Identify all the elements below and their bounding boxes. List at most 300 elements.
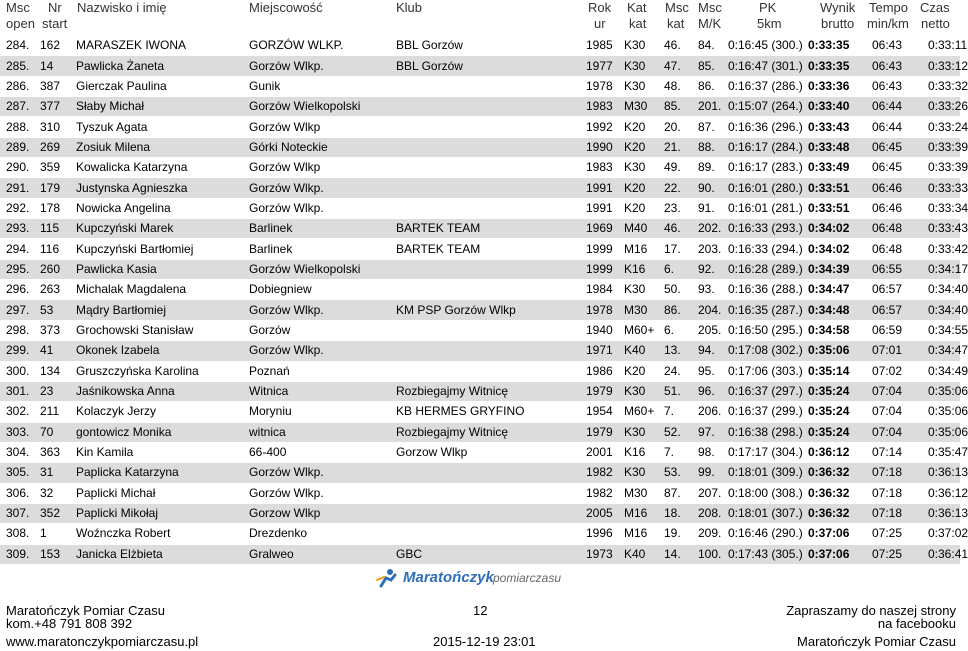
city-cell: Gorzów Wlkp — [249, 160, 321, 175]
header-msc-mk: Msc — [698, 0, 722, 15]
year-cell: 1982 — [586, 485, 613, 500]
table-row — [0, 239, 960, 259]
netto-cell: 0:34:40 — [928, 300, 960, 320]
header-tempo: Tempo — [869, 0, 909, 15]
header-open: open — [6, 16, 35, 31]
cat-cell: M30 — [624, 485, 648, 500]
result-cell: 0:34:02 — [808, 219, 872, 239]
msc-cat-cell: 19. — [664, 526, 681, 541]
table-row — [0, 381, 960, 401]
year-cell: 2001 — [586, 445, 613, 460]
msc-cell: 293. — [0, 219, 40, 239]
cat-cell: M30 — [624, 300, 664, 320]
city-cell: Gorzów Wlkp. — [249, 56, 396, 76]
result-cell: 0:34:02 — [808, 241, 850, 256]
city-cell: 66-400 — [249, 445, 287, 460]
city-cell: Barlinek — [249, 219, 396, 239]
nr-cell: 23 — [40, 381, 76, 401]
pk-cell: 0:16:47 (301.) — [728, 56, 808, 76]
club-cell — [396, 483, 586, 503]
result-cell: 0:33:35 — [808, 56, 872, 76]
netto-cell: 0:33:26 — [928, 97, 960, 117]
netto-cell: 0:34:17 — [928, 259, 960, 279]
msc-cat-cell: 47. — [664, 56, 698, 76]
cat-cell: K30 — [624, 463, 664, 483]
netto-cell: 0:36:13 — [928, 503, 960, 523]
pk-cell: 0:16:38 (298.) — [728, 422, 808, 442]
header-kat3: kat — [667, 16, 685, 31]
netto-cell: 0:35:06 — [928, 422, 960, 442]
msc-cat-cell: 7. — [664, 445, 675, 460]
cat-cell: K20 — [624, 119, 646, 134]
cat-cell: K16 — [624, 259, 664, 279]
nr-cell: 359 — [40, 160, 61, 175]
pk-cell: 0:16:45 (300.) — [728, 38, 803, 53]
year-cell: 1940 — [586, 322, 613, 337]
msc-mk-cell: 204. — [698, 300, 728, 320]
msc-mk-cell: 203. — [698, 241, 722, 256]
header-rok: Rok — [588, 0, 612, 15]
city-cell: Gorzów Wlkp. — [249, 341, 396, 361]
year-cell: 1999 — [586, 259, 624, 279]
year-cell: 1979 — [586, 422, 624, 442]
pk-cell: 0:17:06 (303.) — [728, 363, 803, 378]
city-cell: Gunik — [249, 78, 281, 93]
name-cell: Paplicki Michał — [76, 485, 156, 500]
pk-cell: 0:16:35 (287.) — [728, 300, 808, 320]
netto-cell: 0:33:11 — [928, 38, 968, 53]
header-czas: Czas — [920, 0, 950, 15]
year-cell: 1977 — [586, 56, 624, 76]
nr-cell: 70 — [40, 422, 76, 442]
result-cell: 0:33:36 — [808, 78, 850, 93]
tempo-cell: 07:04 — [872, 422, 928, 442]
cat-cell: K30 — [624, 78, 646, 93]
msc-cat-cell: 53. — [664, 463, 698, 483]
table-row — [0, 544, 960, 564]
name-cell: Justynska Agnieszka — [76, 178, 249, 198]
year-cell: 1978 — [586, 78, 613, 93]
result-cell: 0:35:24 — [808, 404, 850, 419]
name-cell: Nowicka Angelina — [76, 200, 171, 215]
header-kat: Kat — [627, 0, 647, 15]
msc-cat-cell: 17. — [664, 241, 681, 256]
header-msc: Msc — [6, 0, 30, 15]
footer-website[interactable]: www.maratonczykpomiarczasu.pl — [6, 634, 199, 649]
city-cell: Witnica — [249, 381, 396, 401]
cat-cell: K30 — [624, 160, 646, 175]
cat-cell: K16 — [624, 445, 646, 460]
year-cell: 1971 — [586, 341, 624, 361]
table-row — [0, 524, 960, 544]
city-cell: Barlinek — [249, 241, 293, 256]
header-city: Miejscowość — [249, 0, 323, 15]
year-cell: 1990 — [586, 137, 624, 157]
name-cell: Kowalicka Katarzyna — [76, 160, 188, 175]
result-cell: 0:33:49 — [808, 160, 850, 175]
nr-cell: 211 — [40, 404, 60, 419]
year-cell: 1986 — [586, 363, 613, 378]
city-cell: Gorzów Wlkp. — [249, 200, 324, 215]
table-row — [0, 158, 960, 178]
club-cell — [396, 76, 586, 96]
name-cell: Gierczak Paulina — [76, 78, 167, 93]
table-row — [0, 219, 960, 239]
pk-cell: 0:16:37 (299.) — [728, 404, 803, 419]
year-cell: 1978 — [586, 300, 624, 320]
tempo-cell: 07:18 — [872, 463, 928, 483]
table-row — [0, 117, 960, 137]
nr-cell: 373 — [40, 322, 61, 337]
msc-cell: 288. — [6, 119, 30, 134]
table-row — [0, 463, 960, 483]
netto-cell: 0:35:47 — [928, 445, 968, 460]
result-cell: 0:35:06 — [808, 341, 872, 361]
msc-cat-cell: 20. — [664, 119, 681, 134]
msc-cell: 290. — [6, 160, 30, 175]
city-cell: Gorzów Wlkp. — [249, 300, 396, 320]
nr-cell: 31 — [40, 463, 76, 483]
club-cell — [396, 463, 586, 483]
header-start: start — [42, 16, 68, 31]
msc-cat-cell: 87. — [664, 485, 681, 500]
header-netto: netto — [921, 16, 950, 31]
club-cell: Rozbiegajmy Witnicę — [396, 422, 586, 442]
netto-cell: 0:33:39 — [928, 160, 968, 175]
logo-sub-text: pomiarczasu — [493, 571, 562, 585]
netto-cell: 0:33:24 — [928, 119, 968, 134]
pk-cell: 0:16:37 (286.) — [728, 78, 803, 93]
cat-cell: K40 — [624, 544, 664, 564]
name-cell: Grochowski Stanisław — [76, 322, 194, 337]
header-kat2: kat — [629, 16, 647, 31]
table-row — [0, 56, 960, 76]
footer-company: Maratończyk Pomiar Czasu — [6, 603, 165, 618]
tempo-cell: 06:48 — [872, 241, 903, 256]
club-cell: BARTEK TEAM — [396, 241, 481, 256]
city-cell: Moryniu — [249, 404, 292, 419]
header-msc-kat: Msc — [665, 0, 689, 15]
table-row — [0, 422, 960, 442]
msc-mk-cell: 96. — [698, 381, 728, 401]
cat-cell: K30 — [624, 422, 664, 442]
cat-cell: M40 — [624, 219, 664, 239]
maratonczyk-logo — [375, 566, 575, 590]
cat-cell: K20 — [624, 178, 664, 198]
name-cell: Michalak Magdalena — [76, 282, 187, 297]
nr-cell: 14 — [40, 56, 76, 76]
netto-cell: 0:34:55 — [928, 322, 968, 337]
result-cell: 0:35:14 — [808, 363, 850, 378]
name-cell: Gruszczyńska Karolina — [76, 363, 199, 378]
msc-cat-cell: 46. — [664, 219, 698, 239]
tempo-cell: 06:46 — [872, 178, 928, 198]
table-row — [0, 320, 960, 340]
msc-mk-cell: 92. — [698, 259, 728, 279]
table-row — [0, 280, 960, 300]
city-cell: Gorzów — [249, 322, 291, 337]
msc-cell: 301. — [0, 381, 40, 401]
netto-cell: 0:33:39 — [928, 137, 960, 157]
result-cell: 0:36:32 — [808, 463, 872, 483]
msc-mk-cell: 206. — [698, 404, 722, 419]
club-cell — [396, 198, 586, 218]
table-row — [0, 503, 960, 523]
tempo-cell: 07:04 — [872, 404, 903, 419]
msc-mk-cell: 209. — [698, 526, 722, 541]
name-cell: gontowicz Monika — [76, 422, 249, 442]
nr-cell: 41 — [40, 341, 76, 361]
footer-facebook[interactable]: na facebooku — [877, 616, 956, 631]
result-cell: 0:33:43 — [808, 119, 850, 134]
table-row — [0, 259, 960, 279]
netto-cell: 0:36:13 — [928, 463, 960, 483]
club-cell — [396, 137, 586, 157]
name-cell: Słaby Michał — [76, 97, 249, 117]
pk-cell: 0:16:01 (281.) — [728, 200, 803, 215]
msc-mk-cell: 84. — [698, 38, 715, 53]
city-cell: Drezdenko — [249, 526, 308, 541]
club-cell: BARTEK TEAM — [396, 219, 586, 239]
name-cell: Pawlicka Żaneta — [76, 56, 249, 76]
name-cell: Paplicka Katarzyna — [76, 463, 249, 483]
tempo-cell: 06:44 — [872, 97, 928, 117]
tempo-cell: 06:57 — [872, 282, 903, 297]
msc-mk-cell: 86. — [698, 78, 715, 93]
result-cell: 0:34:39 — [808, 259, 872, 279]
msc-cat-cell: 6. — [664, 259, 698, 279]
club-cell: Rozbiegajmy Witnicę — [396, 381, 586, 401]
netto-cell: 0:37:02 — [928, 526, 968, 541]
msc-cell: 296. — [6, 282, 30, 297]
cat-cell: M60+ — [624, 322, 655, 337]
tempo-cell: 06:59 — [872, 322, 903, 337]
footer-phone: kom.+48 791 808 392 — [6, 616, 133, 631]
city-cell: Gorzów Wielkopolski — [249, 97, 396, 117]
pk-cell: 0:17:17 (304.) — [728, 445, 803, 460]
msc-cell: 289. — [0, 137, 40, 157]
table-row — [0, 442, 960, 462]
header-minkm: min/km — [867, 16, 909, 31]
tempo-cell: 07:02 — [872, 363, 903, 378]
nr-cell: 178 — [40, 200, 61, 215]
name-cell: Paplicki Mikołaj — [76, 503, 249, 523]
table-row — [0, 341, 960, 361]
club-cell — [396, 259, 586, 279]
netto-cell: 0:34:47 — [928, 341, 960, 361]
msc-cat-cell: 49. — [664, 160, 681, 175]
year-cell: 1999 — [586, 241, 613, 256]
club-cell: GBC — [396, 544, 586, 564]
name-cell: Mądry Bartłomiej — [76, 300, 249, 320]
header-pk: PK — [759, 0, 777, 15]
msc-cell: 305. — [0, 463, 40, 483]
pk-cell: 0:18:01 (309.) — [728, 463, 808, 483]
tempo-cell: 06:45 — [872, 160, 903, 175]
tempo-cell: 07:14 — [872, 445, 903, 460]
city-cell: Górki Noteckie — [249, 137, 396, 157]
cat-cell: K20 — [624, 137, 664, 157]
header-5km: 5km — [757, 16, 782, 31]
cat-cell: K40 — [624, 341, 664, 361]
result-cell: 0:33:51 — [808, 200, 850, 215]
table-row — [0, 483, 960, 503]
club-cell — [396, 524, 586, 544]
club-cell: KB HERMES GRYFINO — [396, 404, 525, 419]
msc-mk-cell: 208. — [698, 503, 728, 523]
result-cell: 0:36:12 — [808, 445, 850, 460]
msc-cat-cell: 24. — [664, 363, 681, 378]
name-cell: MARASZEK IWONA — [76, 38, 187, 53]
pk-cell: 0:16:37 (297.) — [728, 381, 808, 401]
result-cell: 0:34:47 — [808, 282, 850, 297]
tempo-cell: 07:18 — [872, 485, 903, 500]
netto-cell: 0:33:32 — [928, 78, 968, 93]
pk-cell: 0:16:17 (284.) — [728, 137, 808, 157]
pk-cell: 0:17:43 (305.) — [728, 544, 808, 564]
footer-page-number: 12 — [473, 603, 488, 618]
msc-cell: 285. — [0, 56, 40, 76]
nr-cell: 134 — [40, 363, 61, 378]
club-cell: BBL Gorzów — [396, 56, 586, 76]
cat-cell: K30 — [624, 56, 664, 76]
msc-cell: 302. — [6, 404, 30, 419]
msc-mk-cell: 205. — [698, 322, 722, 337]
msc-cat-cell: 14. — [664, 544, 698, 564]
table-row — [0, 361, 960, 381]
nr-cell: 1 — [40, 526, 47, 541]
msc-mk-cell: 100. — [698, 544, 728, 564]
name-cell: Zosiuk Milena — [76, 137, 249, 157]
msc-mk-cell: 85. — [698, 56, 728, 76]
nr-cell: 377 — [40, 97, 76, 117]
pk-cell: 0:16:36 (288.) — [728, 282, 803, 297]
msc-mk-cell: 90. — [698, 178, 728, 198]
year-cell: 1969 — [586, 219, 624, 239]
nr-cell: 363 — [40, 445, 61, 460]
year-cell: 1982 — [586, 463, 624, 483]
msc-cell: 292. — [6, 200, 30, 215]
name-cell: Kin Kamila — [76, 445, 134, 460]
city-cell: Gorzów Wlkp. — [249, 463, 396, 483]
msc-cat-cell: 51. — [664, 381, 698, 401]
msc-cat-cell: 21. — [664, 137, 698, 157]
table-row — [0, 198, 960, 218]
msc-mk-cell: 91. — [698, 200, 715, 215]
name-cell: Kupczyński Bartłomiej — [76, 241, 194, 256]
msc-cat-cell: 13. — [664, 341, 698, 361]
club-cell — [396, 361, 586, 381]
tempo-cell: 06:43 — [872, 38, 903, 53]
footer-brand: Maratończyk Pomiar Czasu — [797, 634, 956, 649]
nr-cell: 153 — [40, 544, 76, 564]
tempo-cell: 07:25 — [872, 544, 928, 564]
city-cell: Gorzów Wlkp. — [249, 485, 324, 500]
header-nr: Nr — [48, 0, 62, 15]
msc-cell: 286. — [6, 78, 30, 93]
msc-cell: 303. — [0, 422, 40, 442]
result-cell: 0:36:32 — [808, 503, 872, 523]
table-row — [0, 76, 960, 96]
tempo-cell: 06:43 — [872, 56, 928, 76]
city-cell: Dobiegniew — [249, 282, 312, 297]
cat-cell: K30 — [624, 38, 646, 53]
tempo-cell: 06:43 — [872, 78, 903, 93]
msc-cell: 299. — [0, 341, 40, 361]
tempo-cell: 07:18 — [872, 503, 928, 523]
name-cell: Jaśnikowska Anna — [76, 381, 249, 401]
cat-cell: K20 — [624, 200, 646, 215]
results-header — [0, 0, 960, 34]
club-cell — [396, 117, 586, 137]
msc-mk-cell: 99. — [698, 463, 728, 483]
year-cell: 2005 — [586, 503, 624, 523]
result-cell: 0:37:06 — [808, 544, 872, 564]
header-name: Nazwisko i imię — [77, 0, 167, 15]
year-cell: 1973 — [586, 544, 624, 564]
city-cell: Gorzów Wlkp. — [249, 178, 396, 198]
nr-cell: 387 — [40, 78, 61, 93]
msc-cat-cell: 18. — [664, 503, 698, 523]
result-cell: 0:34:58 — [808, 322, 850, 337]
footer-invite: Zapraszamy do naszej strony — [786, 603, 956, 618]
club-cell — [396, 178, 586, 198]
city-cell: Gorzów Wlkp — [249, 119, 321, 134]
msc-cell: 291. — [0, 178, 40, 198]
pk-cell: 0:16:17 (283.) — [728, 160, 803, 175]
msc-mk-cell: 93. — [698, 282, 715, 297]
netto-cell: 0:36:12 — [928, 485, 968, 500]
nr-cell: 310 — [40, 119, 61, 134]
tempo-cell: 06:46 — [872, 200, 903, 215]
msc-cat-cell: 23. — [664, 200, 681, 215]
footer-datetime: 2015-12-19 23:01 — [433, 634, 536, 649]
pk-cell: 0:16:28 (289.) — [728, 259, 808, 279]
table-row — [0, 402, 960, 422]
result-cell: 0:35:24 — [808, 422, 872, 442]
msc-cat-cell: 48. — [664, 78, 681, 93]
city-cell: Poznań — [249, 363, 290, 378]
result-cell: 0:35:24 — [808, 381, 872, 401]
netto-cell: 0:34:40 — [928, 282, 968, 297]
table-row — [0, 178, 960, 198]
msc-cat-cell: 7. — [664, 404, 675, 419]
pk-cell: 0:17:08 (302.) — [728, 341, 808, 361]
netto-cell: 0:35:06 — [928, 381, 960, 401]
club-cell — [396, 158, 586, 178]
name-cell: Pawlicka Kasia — [76, 259, 249, 279]
club-cell: BBL Gorzów — [396, 38, 463, 53]
nr-cell: 179 — [40, 178, 76, 198]
pk-cell: 0:18:01 (307.) — [728, 503, 808, 523]
msc-cell: 306. — [6, 485, 30, 500]
nr-cell: 263 — [40, 282, 61, 297]
name-cell: Okonek Izabela — [76, 341, 249, 361]
netto-cell: 0:34:49 — [928, 363, 968, 378]
year-cell: 1983 — [586, 160, 613, 175]
nr-cell: 115 — [40, 219, 76, 239]
tempo-cell: 06:44 — [872, 119, 903, 134]
logo-main-text: Maratończyk — [403, 569, 494, 586]
tempo-cell: 06:57 — [872, 300, 928, 320]
city-cell: Gorzów Wielkopolski — [249, 259, 396, 279]
netto-cell: 0:33:12 — [928, 56, 960, 76]
tempo-cell: 07:01 — [872, 341, 928, 361]
result-cell: 0:33:35 — [808, 38, 850, 53]
nr-cell: 53 — [40, 300, 76, 320]
header-mk: M/K — [698, 16, 722, 31]
netto-cell: 0:36:41 — [928, 544, 960, 564]
